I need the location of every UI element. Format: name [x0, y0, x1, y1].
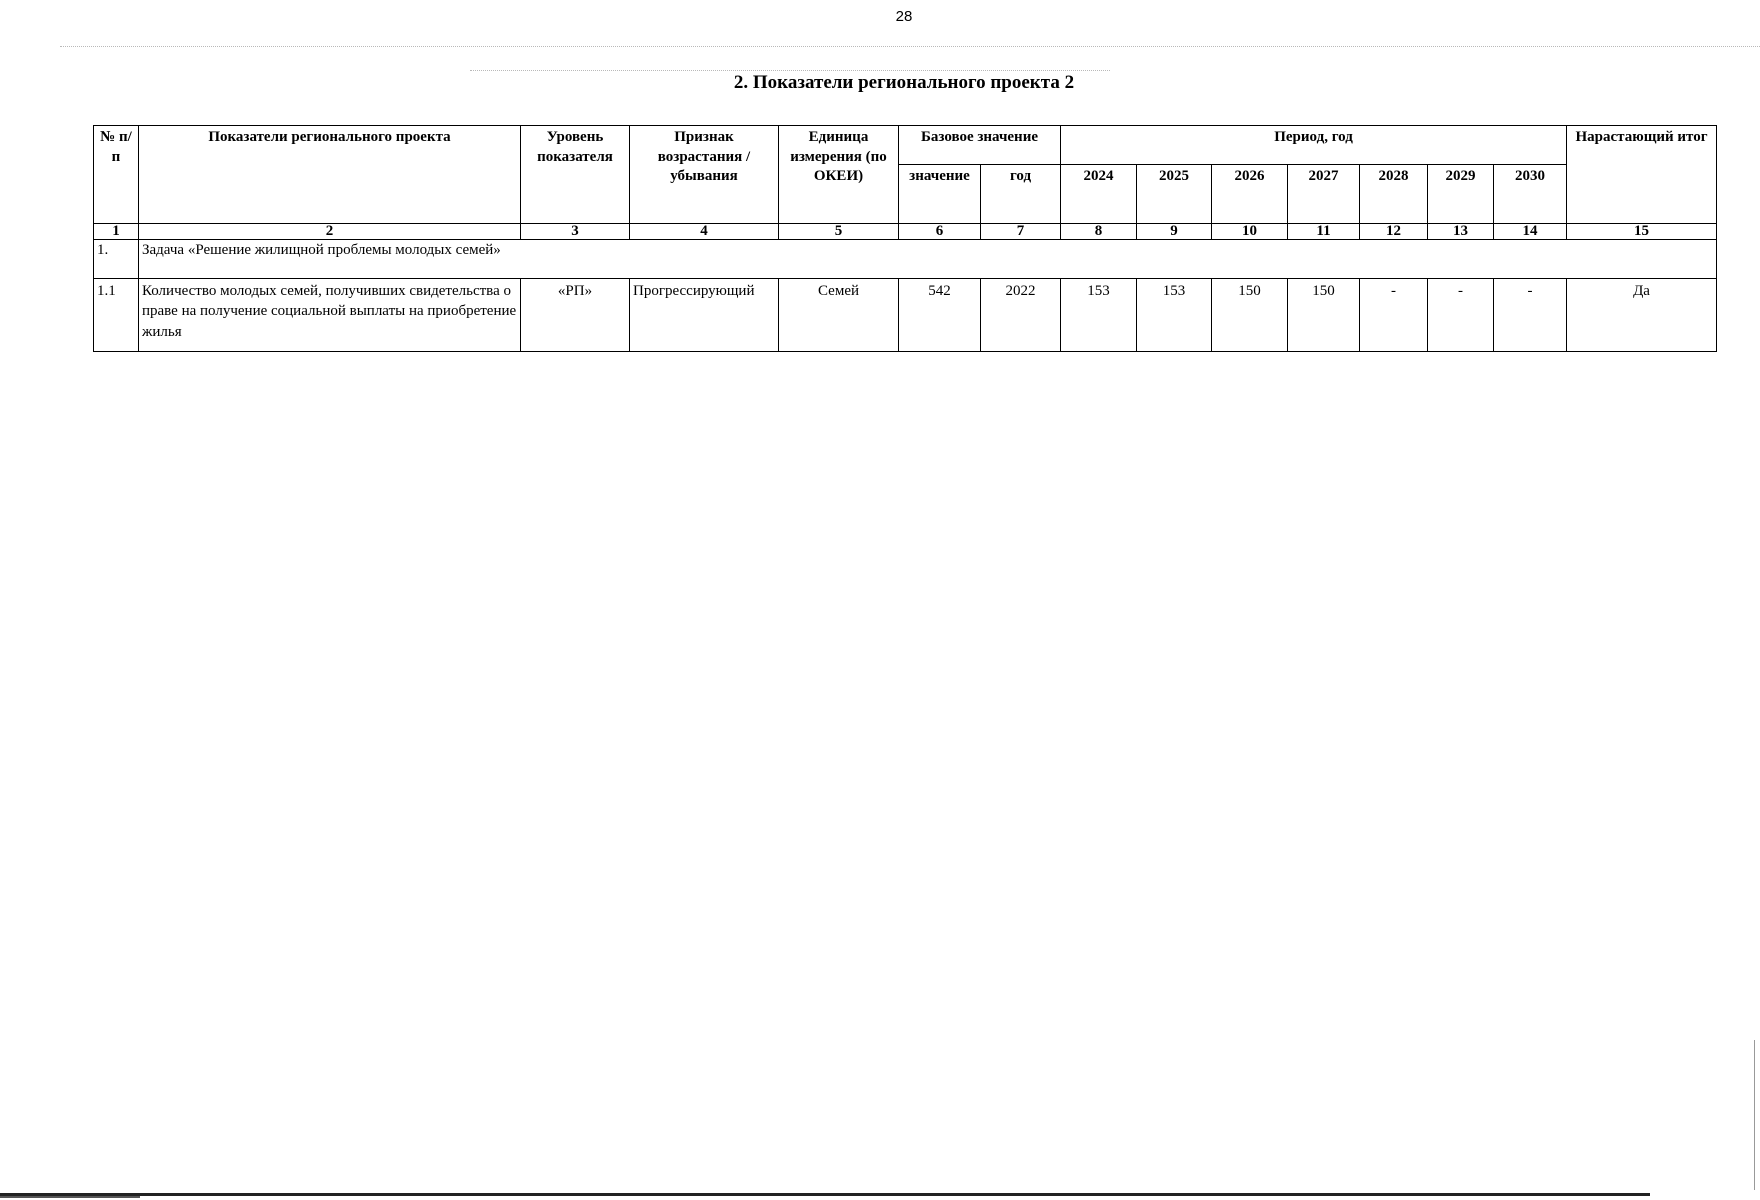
header-base-value: значение [899, 165, 981, 224]
task-row [94, 240, 1717, 279]
header-year: 2030 [1494, 165, 1567, 224]
header-year: 2028 [1360, 165, 1428, 224]
page-number: 28 [895, 8, 913, 25]
column-number: 2 [139, 224, 521, 240]
indicators-table [93, 125, 1717, 352]
row-year-value: - [1428, 279, 1494, 352]
row-indicator: Количество молодых семей, получивших свидетельства о праве на получение социальной выплаты на приобретение жилья [139, 279, 521, 352]
column-number: 12 [1360, 224, 1428, 240]
column-number-row [94, 224, 1717, 240]
row-year-value: - [1494, 279, 1567, 352]
header-indicator: Показатели регионального проекта [139, 126, 521, 224]
header-base: Базовое значение [899, 126, 1061, 165]
row-year-value: 150 [1288, 279, 1360, 352]
column-number: 14 [1494, 224, 1567, 240]
table-row [94, 279, 1717, 352]
row-year-value: 153 [1061, 279, 1137, 352]
row-year-value: 153 [1137, 279, 1212, 352]
column-number: 4 [630, 224, 779, 240]
row-num: 1.1 [94, 279, 139, 352]
row-level: «РП» [521, 279, 630, 352]
header-year: 2024 [1061, 165, 1137, 224]
header-row [94, 126, 1717, 165]
task-num: 1. [94, 240, 139, 279]
header-base-year: год [981, 165, 1061, 224]
column-number: 5 [779, 224, 899, 240]
row-base-value: 542 [899, 279, 981, 352]
row-year-value: - [1360, 279, 1428, 352]
header-level: Уровень показателя [521, 126, 630, 224]
header-year: 2027 [1288, 165, 1360, 224]
header-unit: Единица измерения (по ОКЕИ) [779, 126, 899, 224]
scan-margin-line [1754, 1040, 1755, 1190]
column-number: 6 [899, 224, 981, 240]
scan-edge-line [0, 1196, 140, 1198]
column-number: 7 [981, 224, 1061, 240]
column-number: 1 [94, 224, 139, 240]
header-year: 2029 [1428, 165, 1494, 224]
header-cumulative: Нарастающий итог [1567, 126, 1717, 224]
row-year-value: 150 [1212, 279, 1288, 352]
scan-artifact-line [60, 46, 1760, 48]
section-title: 2. Показатели регионального проекта 2 [733, 72, 1075, 93]
column-number: 10 [1212, 224, 1288, 240]
column-number: 3 [521, 224, 630, 240]
task-text: Задача «Решение жилищной проблемы молодых семей» [139, 240, 1717, 279]
header-year: 2025 [1137, 165, 1212, 224]
header-num: № п/п [94, 126, 139, 224]
header-trend: Признак возрастания / убывания [630, 126, 779, 224]
column-number: 9 [1137, 224, 1212, 240]
row-base-year: 2022 [981, 279, 1061, 352]
row-unit: Семей [779, 279, 899, 352]
column-number: 15 [1567, 224, 1717, 240]
row-trend: Прогрессирующий [630, 279, 779, 352]
column-number: 13 [1428, 224, 1494, 240]
header-period: Период, год [1061, 126, 1567, 165]
header-year: 2026 [1212, 165, 1288, 224]
scan-edge-line [0, 1193, 1650, 1196]
column-number: 11 [1288, 224, 1360, 240]
row-cumulative: Да [1567, 279, 1717, 352]
column-number: 8 [1061, 224, 1137, 240]
